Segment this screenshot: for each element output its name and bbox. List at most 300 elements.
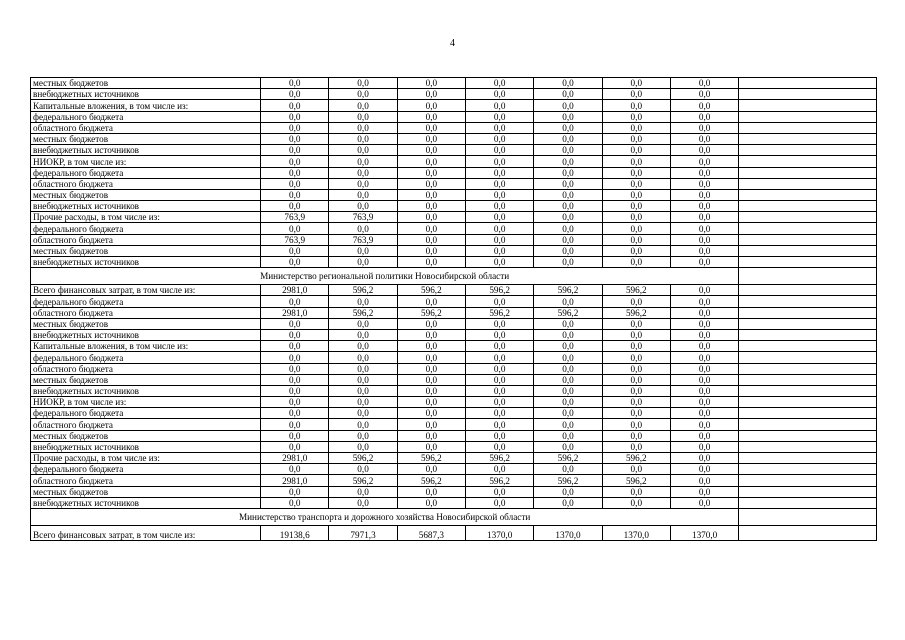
financing-table — [30, 77, 877, 541]
value-cell: 0,0 — [602, 497, 670, 508]
table-row — [31, 329, 877, 340]
value-cell: 0,0 — [466, 100, 534, 111]
row-label: местных бюджетов — [31, 486, 261, 497]
value-cell: 0,0 — [602, 201, 670, 212]
value-cell: 0,0 — [670, 189, 738, 200]
value-cell: 0,0 — [534, 419, 602, 430]
table-row — [31, 318, 877, 329]
value-cell: 0,0 — [670, 329, 738, 340]
value-cell: 596,2 — [466, 285, 534, 296]
row-label: внебюджетных источников — [31, 385, 261, 396]
value-cell: 0,0 — [397, 156, 465, 167]
value-cell: 0,0 — [261, 408, 329, 419]
empty-cell — [739, 352, 877, 363]
row-label: областного бюджета — [31, 178, 261, 189]
value-cell: 0,0 — [466, 329, 534, 340]
value-cell: 0,0 — [397, 78, 465, 89]
section-title: Министерство региональной политики Новосибирской области — [31, 268, 739, 285]
value-cell: 0,0 — [261, 430, 329, 441]
row-label: внебюджетных источников — [31, 201, 261, 212]
value-cell: 0,0 — [261, 89, 329, 100]
value-cell: 0,0 — [602, 178, 670, 189]
value-cell: 0,0 — [602, 374, 670, 385]
value-cell: 0,0 — [670, 285, 738, 296]
row-label: федерального бюджета — [31, 352, 261, 363]
value-cell: 0,0 — [261, 78, 329, 89]
value-cell: 0,0 — [534, 167, 602, 178]
value-cell: 0,0 — [466, 111, 534, 122]
value-cell: 0,0 — [329, 189, 397, 200]
value-cell: 0,0 — [329, 257, 397, 268]
value-cell: 0,0 — [466, 318, 534, 329]
value-cell: 0,0 — [261, 341, 329, 352]
value-cell: 0,0 — [466, 352, 534, 363]
value-cell: 596,2 — [534, 285, 602, 296]
table-body — [31, 78, 877, 541]
value-cell: 0,0 — [602, 397, 670, 408]
row-label: внебюджетных источников — [31, 497, 261, 508]
value-cell: 0,0 — [261, 374, 329, 385]
value-cell: 0,0 — [261, 201, 329, 212]
empty-cell — [739, 397, 877, 408]
value-cell: 0,0 — [397, 296, 465, 307]
row-label: федерального бюджета — [31, 167, 261, 178]
value-cell: 0,0 — [602, 385, 670, 396]
empty-cell — [739, 156, 877, 167]
value-cell: 763,9 — [261, 212, 329, 223]
value-cell: 0,0 — [397, 486, 465, 497]
value-cell: 5687,3 — [397, 525, 465, 540]
row-label: Всего финансовых затрат, в том числе из: — [31, 285, 261, 296]
empty-cell — [739, 89, 877, 100]
row-label: местных бюджетов — [31, 133, 261, 144]
value-cell: 0,0 — [534, 363, 602, 374]
value-cell: 0,0 — [329, 178, 397, 189]
value-cell: 7971,3 — [329, 525, 397, 540]
value-cell: 0,0 — [329, 296, 397, 307]
value-cell: 0,0 — [670, 318, 738, 329]
value-cell: 0,0 — [534, 245, 602, 256]
value-cell: 1370,0 — [466, 525, 534, 540]
value-cell: 0,0 — [534, 111, 602, 122]
table-row — [31, 201, 877, 212]
value-cell: 2981,0 — [261, 475, 329, 486]
row-label: Капитальные вложения, в том числе из: — [31, 100, 261, 111]
value-cell: 0,0 — [602, 189, 670, 200]
value-cell: 0,0 — [397, 329, 465, 340]
value-cell: 0,0 — [261, 178, 329, 189]
value-cell: 0,0 — [602, 234, 670, 245]
value-cell: 0,0 — [534, 223, 602, 234]
value-cell: 0,0 — [397, 397, 465, 408]
table-row — [31, 111, 877, 122]
row-label: внебюджетных источников — [31, 441, 261, 452]
table-row — [31, 285, 877, 296]
value-cell: 0,0 — [670, 167, 738, 178]
value-cell: 0,0 — [602, 111, 670, 122]
value-cell: 0,0 — [534, 212, 602, 223]
table-row — [31, 296, 877, 307]
value-cell: 0,0 — [466, 419, 534, 430]
value-cell: 0,0 — [329, 318, 397, 329]
value-cell: 0,0 — [466, 385, 534, 396]
value-cell: 0,0 — [602, 430, 670, 441]
value-cell: 0,0 — [602, 341, 670, 352]
value-cell: 0,0 — [534, 201, 602, 212]
value-cell: 0,0 — [329, 167, 397, 178]
value-cell: 0,0 — [466, 178, 534, 189]
value-cell: 596,2 — [534, 307, 602, 318]
value-cell: 0,0 — [602, 464, 670, 475]
table-row — [31, 234, 877, 245]
value-cell: 0,0 — [397, 201, 465, 212]
value-cell: 0,0 — [397, 352, 465, 363]
table-row — [31, 430, 877, 441]
value-cell: 0,0 — [261, 352, 329, 363]
value-cell: 0,0 — [534, 296, 602, 307]
value-cell: 0,0 — [602, 296, 670, 307]
value-cell: 0,0 — [329, 385, 397, 396]
empty-cell — [739, 189, 877, 200]
value-cell: 0,0 — [329, 122, 397, 133]
empty-cell — [739, 223, 877, 234]
value-cell: 0,0 — [534, 352, 602, 363]
value-cell: 0,0 — [670, 497, 738, 508]
value-cell: 0,0 — [670, 307, 738, 318]
value-cell: 0,0 — [397, 167, 465, 178]
value-cell: 0,0 — [466, 430, 534, 441]
table-row — [31, 156, 877, 167]
value-cell: 0,0 — [261, 111, 329, 122]
value-cell: 0,0 — [534, 329, 602, 340]
value-cell: 0,0 — [670, 419, 738, 430]
row-label: областного бюджета — [31, 307, 261, 318]
value-cell: 0,0 — [329, 223, 397, 234]
value-cell: 0,0 — [466, 441, 534, 452]
empty-cell — [739, 201, 877, 212]
table-row — [31, 145, 877, 156]
row-label: федерального бюджета — [31, 408, 261, 419]
empty-cell — [739, 257, 877, 268]
value-cell: 0,0 — [397, 408, 465, 419]
value-cell: 0,0 — [261, 223, 329, 234]
value-cell: 0,0 — [534, 341, 602, 352]
empty-cell — [739, 285, 877, 296]
table-row — [31, 100, 877, 111]
empty-cell — [739, 145, 877, 156]
value-cell: 0,0 — [329, 245, 397, 256]
value-cell: 0,0 — [602, 419, 670, 430]
value-cell: 0,0 — [329, 89, 397, 100]
value-cell: 0,0 — [670, 374, 738, 385]
value-cell: 0,0 — [397, 122, 465, 133]
row-label: местных бюджетов — [31, 78, 261, 89]
value-cell: 0,0 — [534, 397, 602, 408]
value-cell: 0,0 — [602, 133, 670, 144]
value-cell: 0,0 — [602, 78, 670, 89]
value-cell: 0,0 — [534, 486, 602, 497]
value-cell: 0,0 — [466, 167, 534, 178]
row-label: Капитальные вложения, в том числе из: — [31, 341, 261, 352]
value-cell: 0,0 — [670, 100, 738, 111]
row-label: внебюджетных источников — [31, 329, 261, 340]
value-cell: 0,0 — [329, 100, 397, 111]
table-row — [31, 167, 877, 178]
value-cell: 0,0 — [329, 78, 397, 89]
value-cell: 0,0 — [397, 234, 465, 245]
value-cell: 0,0 — [602, 363, 670, 374]
value-cell: 0,0 — [397, 257, 465, 268]
row-label: Всего финансовых затрат, в том числе из: — [31, 525, 261, 540]
value-cell: 0,0 — [602, 145, 670, 156]
empty-cell — [739, 464, 877, 475]
value-cell: 0,0 — [261, 419, 329, 430]
value-cell: 0,0 — [534, 156, 602, 167]
value-cell: 0,0 — [261, 441, 329, 452]
value-cell: 2981,0 — [261, 307, 329, 318]
table-row — [31, 245, 877, 256]
value-cell: 596,2 — [329, 475, 397, 486]
section-header-row — [31, 508, 877, 525]
value-cell: 0,0 — [261, 122, 329, 133]
table-row — [31, 223, 877, 234]
value-cell: 596,2 — [534, 453, 602, 464]
empty-cell — [739, 430, 877, 441]
value-cell: 0,0 — [329, 397, 397, 408]
table-row — [31, 178, 877, 189]
table-row — [31, 486, 877, 497]
row-label: Прочие расходы, в том числе из: — [31, 453, 261, 464]
value-cell: 596,2 — [397, 307, 465, 318]
value-cell: 0,0 — [397, 145, 465, 156]
value-cell: 0,0 — [466, 464, 534, 475]
value-cell: 0,0 — [261, 318, 329, 329]
value-cell: 0,0 — [466, 341, 534, 352]
empty-cell — [739, 133, 877, 144]
value-cell: 596,2 — [602, 285, 670, 296]
empty-cell — [739, 296, 877, 307]
value-cell: 0,0 — [329, 486, 397, 497]
value-cell: 19138,6 — [261, 525, 329, 540]
row-label: внебюджетных источников — [31, 89, 261, 100]
value-cell: 0,0 — [261, 397, 329, 408]
value-cell: 0,0 — [397, 89, 465, 100]
table-row — [31, 464, 877, 475]
value-cell: 0,0 — [397, 100, 465, 111]
value-cell: 0,0 — [670, 341, 738, 352]
table-row — [31, 122, 877, 133]
value-cell: 0,0 — [670, 156, 738, 167]
value-cell: 0,0 — [261, 100, 329, 111]
table-row — [31, 307, 877, 318]
value-cell: 596,2 — [466, 453, 534, 464]
value-cell: 0,0 — [670, 441, 738, 452]
value-cell: 0,0 — [670, 111, 738, 122]
value-cell: 1370,0 — [602, 525, 670, 540]
page-number: 4 — [450, 38, 455, 49]
row-label: областного бюджета — [31, 234, 261, 245]
row-label: областного бюджета — [31, 475, 261, 486]
empty-cell — [739, 374, 877, 385]
section-header-row — [31, 268, 877, 285]
row-label: областного бюджета — [31, 363, 261, 374]
value-cell: 0,0 — [670, 201, 738, 212]
empty-cell — [739, 329, 877, 340]
value-cell: 0,0 — [602, 156, 670, 167]
value-cell: 0,0 — [329, 156, 397, 167]
value-cell: 0,0 — [534, 133, 602, 144]
value-cell: 0,0 — [670, 486, 738, 497]
value-cell: 0,0 — [670, 408, 738, 419]
value-cell: 0,0 — [261, 363, 329, 374]
table-row — [31, 374, 877, 385]
table-row — [31, 78, 877, 89]
value-cell: 0,0 — [466, 212, 534, 223]
empty-cell — [739, 122, 877, 133]
value-cell: 0,0 — [329, 341, 397, 352]
value-cell: 0,0 — [602, 223, 670, 234]
table-row — [31, 397, 877, 408]
value-cell: 0,0 — [670, 245, 738, 256]
value-cell: 0,0 — [329, 201, 397, 212]
value-cell: 0,0 — [329, 363, 397, 374]
value-cell: 0,0 — [670, 145, 738, 156]
empty-cell — [739, 167, 877, 178]
row-label: местных бюджетов — [31, 318, 261, 329]
value-cell: 763,9 — [329, 212, 397, 223]
row-label: НИОКР, в том числе из: — [31, 156, 261, 167]
value-cell: 0,0 — [466, 486, 534, 497]
value-cell: 0,0 — [466, 189, 534, 200]
empty-cell — [739, 525, 877, 540]
value-cell: 2981,0 — [261, 453, 329, 464]
value-cell: 0,0 — [261, 464, 329, 475]
value-cell: 0,0 — [466, 296, 534, 307]
row-label: внебюджетных источников — [31, 257, 261, 268]
value-cell: 0,0 — [466, 223, 534, 234]
table-row — [31, 89, 877, 100]
empty-cell — [739, 475, 877, 486]
value-cell: 596,2 — [602, 453, 670, 464]
empty-cell — [739, 318, 877, 329]
value-cell: 2981,0 — [261, 285, 329, 296]
value-cell: 0,0 — [397, 111, 465, 122]
value-cell: 0,0 — [261, 257, 329, 268]
value-cell: 0,0 — [602, 122, 670, 133]
value-cell: 0,0 — [670, 385, 738, 396]
value-cell: 0,0 — [670, 430, 738, 441]
value-cell: 0,0 — [466, 201, 534, 212]
value-cell: 0,0 — [329, 497, 397, 508]
value-cell: 0,0 — [670, 352, 738, 363]
value-cell: 0,0 — [466, 363, 534, 374]
value-cell: 0,0 — [534, 385, 602, 396]
empty-cell — [739, 307, 877, 318]
row-label: федерального бюджета — [31, 296, 261, 307]
value-cell: 0,0 — [602, 329, 670, 340]
value-cell: 0,0 — [329, 111, 397, 122]
value-cell: 0,0 — [261, 329, 329, 340]
table-row — [31, 212, 877, 223]
value-cell: 596,2 — [329, 453, 397, 464]
value-cell: 0,0 — [534, 178, 602, 189]
table-row — [31, 189, 877, 200]
value-cell: 0,0 — [602, 318, 670, 329]
value-cell: 0,0 — [397, 363, 465, 374]
empty-cell — [739, 408, 877, 419]
value-cell: 0,0 — [329, 145, 397, 156]
table-row — [31, 385, 877, 396]
value-cell: 596,2 — [329, 307, 397, 318]
value-cell: 0,0 — [397, 223, 465, 234]
value-cell: 0,0 — [397, 374, 465, 385]
value-cell: 0,0 — [261, 497, 329, 508]
table-row — [31, 475, 877, 486]
empty-cell — [739, 453, 877, 464]
empty-cell — [739, 441, 877, 452]
value-cell: 0,0 — [670, 464, 738, 475]
value-cell: 0,0 — [534, 430, 602, 441]
row-label: местных бюджетов — [31, 189, 261, 200]
table-row — [31, 525, 877, 540]
empty-cell — [739, 212, 877, 223]
table-row — [31, 341, 877, 352]
empty-cell — [739, 268, 877, 285]
empty-cell — [739, 341, 877, 352]
value-cell: 0,0 — [534, 374, 602, 385]
value-cell: 0,0 — [397, 245, 465, 256]
table-row — [31, 257, 877, 268]
empty-cell — [739, 178, 877, 189]
value-cell: 1370,0 — [534, 525, 602, 540]
value-cell: 596,2 — [602, 307, 670, 318]
value-cell: 0,0 — [670, 397, 738, 408]
value-cell: 0,0 — [670, 475, 738, 486]
empty-cell — [739, 508, 877, 525]
value-cell: 0,0 — [534, 257, 602, 268]
value-cell: 0,0 — [329, 133, 397, 144]
empty-cell — [739, 385, 877, 396]
value-cell: 0,0 — [397, 385, 465, 396]
table-row — [31, 497, 877, 508]
value-cell: 0,0 — [261, 156, 329, 167]
value-cell: 596,2 — [397, 285, 465, 296]
value-cell: 0,0 — [466, 89, 534, 100]
row-label: областного бюджета — [31, 122, 261, 133]
value-cell: 0,0 — [397, 464, 465, 475]
table-row — [31, 408, 877, 419]
value-cell: 0,0 — [397, 318, 465, 329]
value-cell: 0,0 — [466, 497, 534, 508]
value-cell: 0,0 — [261, 133, 329, 144]
empty-cell — [739, 419, 877, 430]
value-cell: 0,0 — [602, 100, 670, 111]
value-cell: 596,2 — [466, 307, 534, 318]
value-cell: 0,0 — [466, 78, 534, 89]
empty-cell — [739, 234, 877, 245]
empty-cell — [739, 111, 877, 122]
value-cell: 0,0 — [466, 245, 534, 256]
value-cell: 0,0 — [397, 341, 465, 352]
value-cell: 0,0 — [466, 133, 534, 144]
value-cell: 0,0 — [466, 234, 534, 245]
value-cell: 0,0 — [466, 408, 534, 419]
row-label: местных бюджетов — [31, 245, 261, 256]
value-cell: 0,0 — [397, 430, 465, 441]
value-cell: 0,0 — [534, 122, 602, 133]
value-cell: 0,0 — [534, 497, 602, 508]
row-label: федерального бюджета — [31, 464, 261, 475]
